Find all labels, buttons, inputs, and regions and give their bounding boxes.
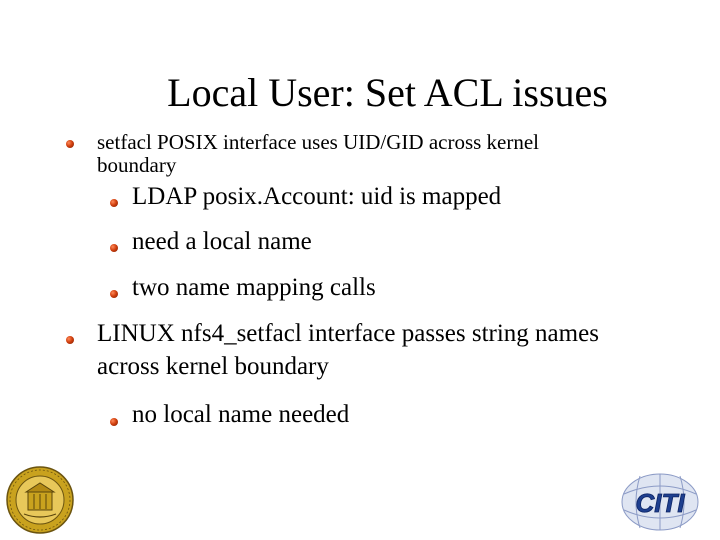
bullet-2-marker (110, 199, 118, 207)
bullet-3-marker (110, 244, 118, 252)
bullet-5-line-1: LINUX nfs4_setfacl interface passes string names (97, 320, 599, 347)
bullet-4-marker (110, 290, 118, 298)
bullet-5-marker (66, 336, 74, 344)
bullet-4-text: two name mapping calls (132, 274, 376, 301)
bullet-2-text: LDAP posix.Account: uid is mapped (132, 183, 502, 210)
bullet-3-text: need a local name (132, 228, 312, 255)
university-seal-logo (6, 466, 74, 534)
citi-logo-text: CITI (635, 488, 685, 518)
bullet-1-line-2: boundary (97, 153, 177, 177)
bullet-1-line-1: setfacl POSIX interface uses UID/GID across kernel (97, 130, 540, 154)
bullet-6-text: no local name needed (132, 401, 350, 428)
slide-title: Local User: Set ACL issues (167, 70, 608, 115)
bullet-6-marker (110, 418, 118, 426)
bullet-1-marker (66, 140, 74, 148)
bullet-5-line-2: across kernel boundary (97, 353, 329, 380)
citi-logo (610, 470, 706, 534)
